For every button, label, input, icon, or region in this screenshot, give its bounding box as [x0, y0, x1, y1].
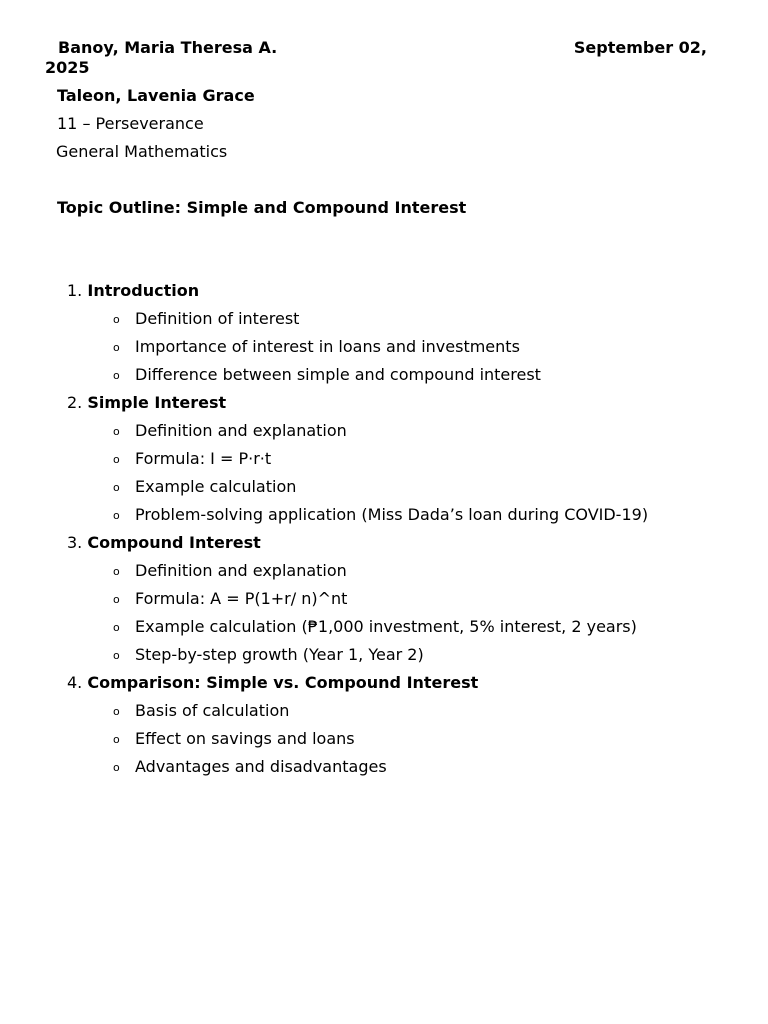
- list-item-text: Basis of calculation: [135, 701, 290, 720]
- circle-bullet-icon: o: [113, 313, 120, 326]
- list-item: [0, 729, 768, 757]
- circle-bullet-icon: o: [113, 593, 120, 606]
- outline-section-heading: [0, 673, 768, 701]
- circle-bullet-icon: o: [113, 453, 120, 466]
- section-number: 4.: [67, 673, 83, 692]
- outline-section: [0, 533, 768, 673]
- section-number: 1.: [67, 281, 83, 300]
- outline-section-heading: [0, 281, 768, 309]
- list-item: [0, 309, 768, 337]
- list-item: [0, 337, 768, 365]
- list-item-text: Definition and explanation: [135, 561, 347, 580]
- list-item: [0, 421, 768, 449]
- circle-bullet-icon: o: [113, 705, 120, 718]
- section-title: Compound Interest: [87, 533, 261, 552]
- circle-bullet-icon: o: [113, 341, 120, 354]
- list-item-text: Advantages and disadvantages: [135, 757, 387, 776]
- circle-bullet-icon: o: [113, 369, 120, 382]
- list-item: [0, 505, 768, 533]
- list-item-text: Formula: A = P(1+r/ n)^nt: [135, 589, 348, 608]
- section-number: 2.: [67, 393, 83, 412]
- author-name-2: Taleon, Lavenia Grace: [57, 86, 255, 105]
- circle-bullet-icon: o: [113, 509, 120, 522]
- list-item-text: Difference between simple and compound interest: [135, 365, 541, 384]
- section-number: 3.: [67, 533, 83, 552]
- subject-name: General Mathematics: [56, 142, 228, 161]
- outline-section-heading: [0, 533, 768, 561]
- list-item-text: Definition of interest: [135, 309, 300, 328]
- circle-bullet-icon: o: [113, 565, 120, 578]
- outline-section: [0, 393, 768, 533]
- list-item: [0, 449, 768, 477]
- outline-section-heading: [0, 393, 768, 421]
- circle-bullet-icon: o: [113, 481, 120, 494]
- list-item: [0, 365, 768, 393]
- list-item: [0, 561, 768, 589]
- circle-bullet-icon: o: [113, 733, 120, 746]
- section-title: Introduction: [87, 281, 200, 300]
- list-item-text: Importance of interest in loans and investments: [135, 337, 520, 356]
- class-section: 11 – Perseverance: [57, 114, 204, 133]
- list-item: [0, 757, 768, 785]
- document-date: September 02,: [573, 38, 707, 57]
- list-item: [0, 589, 768, 617]
- list-item-text: Problem-solving application (Miss Dada’s loan during COVID-19): [135, 505, 649, 524]
- header-first-line: [45, 38, 715, 78]
- list-item-text: Formula: I = P·r·t: [135, 449, 272, 468]
- circle-bullet-icon: o: [113, 761, 120, 774]
- author-name-1: Banoy, Maria Theresa A.: [58, 38, 278, 57]
- outline-section: [0, 281, 768, 393]
- list-item-text: Example calculation: [135, 477, 297, 496]
- list-item: [0, 701, 768, 729]
- list-item-text: Example calculation (₱1,000 investment, 5% interest, 2 years): [135, 617, 637, 636]
- list-item: [0, 477, 768, 505]
- section-title: Comparison: Simple vs. Compound Interest: [87, 673, 479, 692]
- list-item-text: Definition and explanation: [135, 421, 347, 440]
- topic-title: Topic Outline: Simple and Compound Interest: [57, 198, 467, 217]
- circle-bullet-icon: o: [113, 425, 120, 438]
- list-item-text: Step-by-step growth (Year 1, Year 2): [135, 645, 424, 664]
- topic-outline-list: [0, 281, 768, 785]
- section-title: Simple Interest: [87, 393, 227, 412]
- outline-section: [0, 673, 768, 785]
- document-date-year: 2025: [45, 58, 90, 77]
- circle-bullet-icon: o: [113, 649, 120, 662]
- list-item: [0, 617, 768, 645]
- list-item-text: Effect on savings and loans: [135, 729, 355, 748]
- list-item: [0, 645, 768, 673]
- circle-bullet-icon: o: [113, 621, 120, 634]
